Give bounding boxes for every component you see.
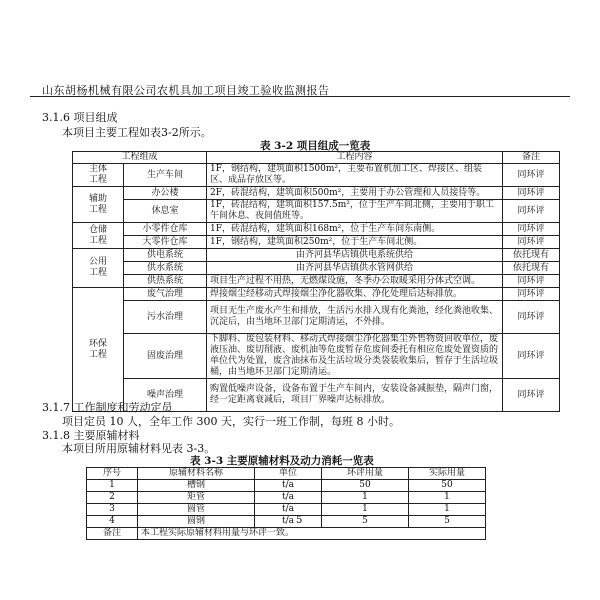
- table-row: [73, 262, 560, 275]
- content-cell: 焊接烟尘经移动式焊接烟尘净化器收集、净化处理后达标排放。: [207, 288, 503, 301]
- section-3-1-6-heading: 3.1.6 项目组成: [42, 111, 118, 124]
- unit-cell: t/a: [255, 480, 322, 492]
- header-seq: 序号: [87, 468, 138, 480]
- note-cell: 同环评: [503, 187, 560, 200]
- item-name-cell: 小零件仓库: [124, 223, 207, 236]
- table-row: [87, 480, 486, 492]
- actual-amount-cell: 50: [409, 480, 486, 492]
- item-name-cell: 办公楼: [124, 187, 207, 200]
- note-cell: 同环评: [503, 334, 560, 379]
- header-unit: 单位: [255, 468, 322, 480]
- note-cell: 依托现有: [503, 249, 560, 262]
- category-cell: 公用 工程: [73, 249, 124, 288]
- table-row: [87, 516, 486, 528]
- content-cell: 1F，钢结构，建筑面积1500m²，主要布置机加工区、焊接区、组装区、成品存放区等。: [207, 164, 503, 187]
- table-header-row: [73, 152, 560, 164]
- note-cell: 同环评: [503, 223, 560, 236]
- table-remark-row: [87, 528, 486, 540]
- content-cell: 1F，砖混结构，建筑面积168m²，位于生产车间东南侧。: [207, 223, 503, 236]
- item-name-cell: 固废治理: [124, 334, 207, 379]
- seq-cell: 3: [87, 504, 138, 516]
- seq-cell: 4: [87, 516, 138, 528]
- note-cell: 同环评: [503, 301, 560, 334]
- category-cell: 辅助 工程: [73, 187, 124, 223]
- material-cell: 圆钢: [138, 516, 255, 528]
- unit-cell: t/a: [255, 504, 322, 516]
- section-3-1-8-intro: 本项目所用原辅材料见表 3-3。: [62, 442, 216, 455]
- seq-cell: 2: [87, 492, 138, 504]
- header-material: 原辅材料名称: [138, 468, 255, 480]
- note-cell: 同环评: [503, 379, 560, 412]
- eia-amount-cell: 1: [322, 504, 409, 516]
- eia-amount-cell: 5: [322, 516, 409, 528]
- eia-amount-cell: 50: [322, 480, 409, 492]
- section-3-1-6-intro: 本项目主要工程如表3-2所示。: [62, 126, 212, 139]
- item-name-cell: 供热系统: [124, 275, 207, 288]
- table-row: [87, 504, 486, 516]
- item-name-cell: 污水治理: [124, 301, 207, 334]
- category-cell: 主体 工程: [73, 164, 124, 187]
- note-cell: 同环评: [503, 200, 560, 223]
- actual-amount-cell: 5: [409, 516, 486, 528]
- item-name-cell: 废气治理: [124, 288, 207, 301]
- unit-cell: t/a: [255, 516, 322, 528]
- note-cell: 同环评: [503, 275, 560, 288]
- header-content: 工程内容: [207, 152, 503, 164]
- header-actual-amount: 实际用量: [409, 468, 486, 480]
- header-rule: [30, 96, 570, 97]
- material-cell: 槽钢: [138, 480, 255, 492]
- note-cell: 依托现有: [503, 262, 560, 275]
- remark-text-cell: 本工程实际原辅材料用量与环评一致。: [138, 528, 486, 540]
- table-header-row: [87, 468, 486, 480]
- table-row: [73, 249, 560, 262]
- section-3-1-7-text: 项目定员 10 人，全年工作 300 天，实行一班工作制，每班 8 小时。: [62, 415, 400, 428]
- item-name-cell: 生产车间: [124, 164, 207, 187]
- category-cell: 仓储 工程: [73, 223, 124, 249]
- table-row: [73, 223, 560, 236]
- table-row: [73, 236, 560, 249]
- header-note: 备注: [503, 152, 560, 164]
- section-3-1-8-heading: 3.1.8 主要原辅材料: [42, 429, 140, 442]
- note-cell: 同环评: [503, 288, 560, 301]
- note-cell: 同环评: [503, 164, 560, 187]
- table-3-3-caption: 表 3-3 主要原辅材料及动力消耗一览表: [190, 455, 374, 467]
- seq-cell: 1: [87, 480, 138, 492]
- table-row: [73, 200, 560, 223]
- table-row: [73, 334, 560, 379]
- table-row: [73, 301, 560, 334]
- header-eia-amount: 环评用量: [322, 468, 409, 480]
- unit-cell: t/a: [255, 492, 322, 504]
- report-header: 山东胡杨机械有限公司农机具加工项目竣工验收监测报告: [42, 84, 330, 97]
- item-name-cell: 供水系统: [124, 262, 207, 275]
- content-cell: 项目生产过程不用热，无燃煤设施，冬季办公取暖采用分体式空调。: [207, 275, 503, 288]
- content-cell: 项目无生产废水产生和排放，生活污水排入现有化粪池，经化粪池收集、沉淀后，由当地环卫部门定期清运，不外排。: [207, 301, 503, 334]
- table-row: [87, 492, 486, 504]
- table-row: [73, 187, 560, 200]
- content-cell: 1F，砖混结构，建筑面积157.5m²，位于生产车间北侧，主要用于职工午间休息、夜间值班等。: [207, 200, 503, 223]
- table-row: [73, 288, 560, 301]
- note-cell: 同环评: [503, 236, 560, 249]
- content-cell: 购置低噪声设备，设备布置于生产车间内，安装设备减振垫，隔声门窗，经一定距离衰减后，项目厂界噪声达标排放。: [207, 379, 503, 412]
- content-cell: 下脚料、废包装材料、移动式焊接烟尘净化器集尘外售物资回收单位，废液压油、废切削液、废机油等危废暂存危废间委托有相应危废处置资质的单位代为处置，废含油抹布及生活垃圾分类袋装收集后，暂存于生活垃圾桶，由当地环卫部门定期清运。: [207, 334, 503, 379]
- content-cell: 由齐河县华店镇供水管网供给: [207, 262, 503, 275]
- material-cell: 圆管: [138, 504, 255, 516]
- content-cell: 1F，钢结构，建筑面积250m²，位于生产车间北侧。: [207, 236, 503, 249]
- remark-label-cell: 备注: [87, 528, 138, 540]
- content-cell: 由齐河县华店镇供电系统供给: [207, 249, 503, 262]
- eia-amount-cell: 1: [322, 492, 409, 504]
- item-name-cell: 供电系统: [124, 249, 207, 262]
- actual-amount-cell: 1: [409, 504, 486, 516]
- item-name-cell: 噪声治理: [124, 379, 207, 412]
- project-composition-table: [72, 151, 560, 412]
- raw-materials-table: [86, 467, 486, 540]
- category-cell: 环保 工程: [73, 288, 124, 412]
- section-3-1-7-heading: 3.1.7 工作制度和劳动定员: [42, 401, 173, 414]
- item-name-cell: 休息室: [124, 200, 207, 223]
- item-name-cell: 大零件仓库: [124, 236, 207, 249]
- actual-amount-cell: 1: [409, 492, 486, 504]
- material-cell: 矩管: [138, 492, 255, 504]
- table-3-2-caption: 表 3-2 项目组成一览表: [260, 140, 371, 152]
- header-composition: 工程组成: [73, 152, 207, 164]
- table-row: [73, 275, 560, 288]
- content-cell: 2F，砖混结构，建筑面积500m²，主要用于办公管理和人员接待等。: [207, 187, 503, 200]
- table-row: [73, 164, 560, 187]
- page-number: 5: [296, 515, 303, 526]
